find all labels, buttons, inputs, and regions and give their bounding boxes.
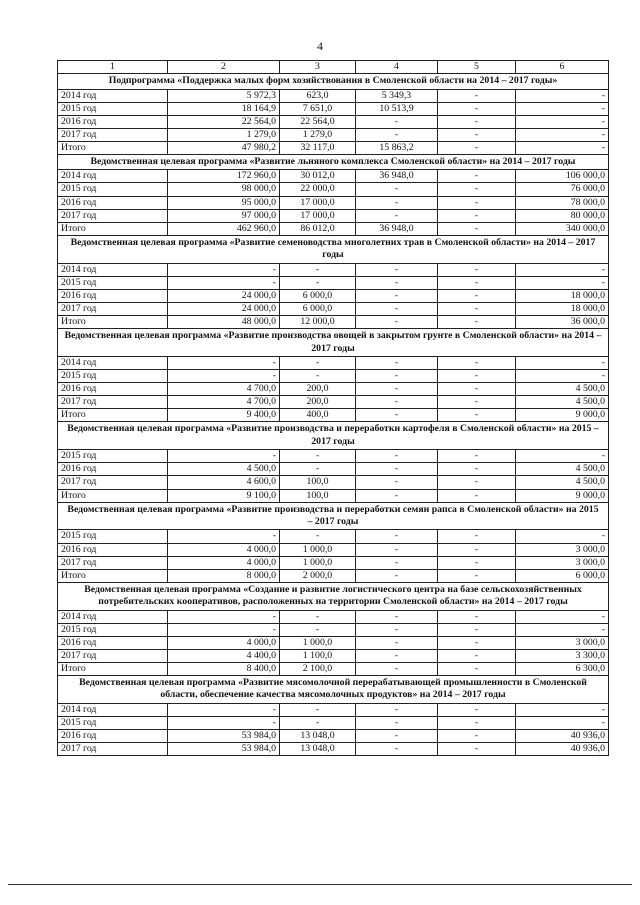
amount-cell: - [516, 530, 609, 543]
amount-cell: 12 000,0 [280, 316, 356, 329]
year-row [58, 383, 609, 396]
year-row [58, 623, 609, 636]
page-number: 4 [317, 39, 323, 53]
total-row [58, 409, 609, 422]
amount-cell: - [356, 209, 438, 222]
total-row [58, 662, 609, 675]
amount-cell: - [516, 703, 609, 716]
section-header-row [58, 582, 609, 610]
section-title: Ведомственная целевая программа «Развитие льняного комплекса Смоленской области» на 2014 – 2017 годы [58, 154, 609, 169]
amount-cell: - [280, 263, 356, 276]
amount-cell: - [356, 716, 438, 729]
amount-cell: - [356, 370, 438, 383]
table-body [58, 61, 609, 756]
row-label: 2015 год [58, 276, 168, 289]
amount-cell: 18 000,0 [516, 289, 609, 302]
amount-cell: - [356, 489, 438, 502]
amount-cell: - [438, 662, 516, 675]
amount-cell: 4 700,0 [168, 383, 280, 396]
amount-cell: - [438, 730, 516, 743]
total-row [58, 141, 609, 154]
amount-cell: 100,0 [280, 476, 356, 489]
amount-cell: - [280, 623, 356, 636]
amount-cell: - [356, 649, 438, 662]
amount-cell: - [438, 196, 516, 209]
amount-cell: - [438, 703, 516, 716]
column-number-row [58, 61, 609, 74]
amount-cell: 4 600,0 [168, 476, 280, 489]
amount-cell: - [280, 463, 356, 476]
amount-cell: 9 400,0 [168, 409, 280, 422]
row-label: 2017 год [58, 396, 168, 409]
amount-cell: 400,0 [280, 409, 356, 422]
row-label: 2017 год [58, 302, 168, 315]
amount-cell: - [438, 476, 516, 489]
amount-cell: 36 000,0 [516, 316, 609, 329]
amount-cell: 6 000,0 [280, 302, 356, 315]
year-row [58, 115, 609, 128]
total-row [58, 569, 609, 582]
amount-cell: 3 000,0 [516, 543, 609, 556]
amount-cell: 3 000,0 [516, 636, 609, 649]
amount-cell: - [356, 463, 438, 476]
amount-cell: - [280, 530, 356, 543]
amount-cell: - [168, 356, 280, 369]
amount-cell: 13 048,0 [280, 743, 356, 756]
row-label: 2016 год [58, 383, 168, 396]
amount-cell: - [438, 530, 516, 543]
amount-cell: 4 000,0 [168, 636, 280, 649]
amount-cell: - [438, 89, 516, 102]
amount-cell: 4 500,0 [516, 396, 609, 409]
amount-cell: - [438, 409, 516, 422]
amount-cell: 15 863,2 [356, 141, 438, 154]
amount-cell: - [516, 263, 609, 276]
amount-cell: - [280, 450, 356, 463]
amount-cell: 4 000,0 [168, 543, 280, 556]
year-row [58, 396, 609, 409]
amount-cell: 80 000,0 [516, 209, 609, 222]
year-row [58, 716, 609, 729]
amount-cell: 86 012,0 [280, 222, 356, 235]
row-label: 2015 год [58, 370, 168, 383]
year-row [58, 543, 609, 556]
amount-cell: - [280, 370, 356, 383]
amount-cell: - [438, 370, 516, 383]
amount-cell: - [438, 141, 516, 154]
amount-cell: 97 000,0 [168, 209, 280, 222]
budget-table [57, 60, 609, 756]
amount-cell: - [438, 556, 516, 569]
amount-cell: - [438, 102, 516, 115]
total-row [58, 489, 609, 502]
year-row [58, 370, 609, 383]
row-label: Итого [58, 409, 168, 422]
amount-cell: 53 984,0 [168, 743, 280, 756]
amount-cell: - [516, 450, 609, 463]
column-number: 2 [168, 61, 280, 74]
year-row [58, 170, 609, 183]
amount-cell: - [356, 289, 438, 302]
amount-cell: - [356, 128, 438, 141]
column-number: 1 [58, 61, 168, 74]
section-header-row [58, 329, 609, 357]
section-header-row [58, 676, 609, 704]
year-row [58, 636, 609, 649]
amount-cell: 3 000,0 [516, 556, 609, 569]
amount-cell: - [438, 115, 516, 128]
year-row [58, 209, 609, 222]
year-row [58, 263, 609, 276]
column-number: 6 [516, 61, 609, 74]
year-row [58, 183, 609, 196]
amount-cell: 18 164,9 [168, 102, 280, 115]
amount-cell: - [438, 489, 516, 502]
amount-cell: - [356, 409, 438, 422]
amount-cell: 9 000,0 [516, 409, 609, 422]
amount-cell: 53 984,0 [168, 730, 280, 743]
row-label: 2014 год [58, 356, 168, 369]
amount-cell: - [168, 263, 280, 276]
footer-rule [8, 884, 632, 885]
amount-cell: - [516, 370, 609, 383]
year-row [58, 128, 609, 141]
amount-cell: 17 000,0 [280, 209, 356, 222]
amount-cell: 98 000,0 [168, 183, 280, 196]
amount-cell: 40 936,0 [516, 730, 609, 743]
amount-cell: 200,0 [280, 383, 356, 396]
amount-cell: - [356, 636, 438, 649]
amount-cell: - [438, 170, 516, 183]
amount-cell: - [356, 543, 438, 556]
amount-cell: - [516, 610, 609, 623]
amount-cell: - [516, 115, 609, 128]
row-label: 2016 год [58, 196, 168, 209]
section-title: Ведомственная целевая программа «Развитие производства овощей в закрытом грунте в Смоленской области» на 2014 – 2017 годы [58, 329, 609, 357]
amount-cell: 18 000,0 [516, 302, 609, 315]
amount-cell: 32 117,0 [280, 141, 356, 154]
amount-cell: 7 651,0 [280, 102, 356, 115]
amount-cell: - [516, 623, 609, 636]
amount-cell: 22 000,0 [280, 183, 356, 196]
amount-cell: - [438, 263, 516, 276]
column-number: 5 [438, 61, 516, 74]
amount-cell: 623,0 [280, 89, 356, 102]
amount-cell: 47 980,2 [168, 141, 280, 154]
amount-cell: - [356, 556, 438, 569]
amount-cell: - [168, 276, 280, 289]
amount-cell: 36 948,0 [356, 170, 438, 183]
year-row [58, 196, 609, 209]
amount-cell: 8 000,0 [168, 569, 280, 582]
amount-cell: - [280, 276, 356, 289]
row-label: 2017 год [58, 649, 168, 662]
year-row [58, 450, 609, 463]
amount-cell: 4 500,0 [516, 383, 609, 396]
section-title: Ведомственная целевая программа «Создание и развитие логистического центра на базе сельскохозяйственных потребительских кооперативов, расположенных на территории Смоленской области» на 2014 – 2017 годы [58, 582, 609, 610]
section-title: Ведомственная целевая программа «Развитие семеноводства многолетних трав в Смоленской области» на 2014 – 2017 годы [58, 235, 609, 263]
amount-cell: - [438, 209, 516, 222]
year-row [58, 476, 609, 489]
amount-cell: 340 000,0 [516, 222, 609, 235]
amount-cell: 95 000,0 [168, 196, 280, 209]
amount-cell: - [356, 476, 438, 489]
amount-cell: 10 513,9 [356, 102, 438, 115]
year-row [58, 463, 609, 476]
amount-cell: - [356, 743, 438, 756]
amount-cell: 48 000,0 [168, 316, 280, 329]
row-label: Итого [58, 489, 168, 502]
amount-cell: - [438, 289, 516, 302]
year-row [58, 730, 609, 743]
amount-cell: 6 000,0 [280, 289, 356, 302]
amount-cell: 4 500,0 [516, 476, 609, 489]
amount-cell: 22 564,0 [168, 115, 280, 128]
row-label: Итого [58, 569, 168, 582]
amount-cell: - [438, 222, 516, 235]
section-title: Ведомственная целевая программа «Развитие производства и переработки картофеля в Смоленской области» на 2015 – 2017 годы [58, 422, 609, 450]
row-label: Итого [58, 222, 168, 235]
row-label: 2017 год [58, 743, 168, 756]
section-header-row [58, 154, 609, 169]
row-label: Итого [58, 662, 168, 675]
amount-cell: - [168, 610, 280, 623]
amount-cell: 4 500,0 [516, 463, 609, 476]
amount-cell: - [356, 316, 438, 329]
amount-cell: - [438, 649, 516, 662]
row-label: 2014 год [58, 703, 168, 716]
year-row [58, 649, 609, 662]
row-label: 2015 год [58, 183, 168, 196]
amount-cell: - [356, 196, 438, 209]
section-title: Ведомственная целевая программа «Развитие мясомолочной перерабатывающей промышленности в Смоленской области, обеспечение качества мясомолочных продуктов» на 2014 – 2017 годы [58, 676, 609, 704]
section-header-row [58, 235, 609, 263]
amount-cell: - [356, 530, 438, 543]
year-row [58, 556, 609, 569]
amount-cell: - [516, 102, 609, 115]
amount-cell: 1 279,0 [168, 128, 280, 141]
amount-cell: - [280, 703, 356, 716]
row-label: 2015 год [58, 102, 168, 115]
row-label: 2017 год [58, 476, 168, 489]
amount-cell: - [438, 569, 516, 582]
amount-cell: 9 100,0 [168, 489, 280, 502]
amount-cell: - [356, 662, 438, 675]
amount-cell: - [356, 450, 438, 463]
amount-cell: 78 000,0 [516, 196, 609, 209]
amount-cell: 1 279,0 [280, 128, 356, 141]
amount-cell: - [438, 450, 516, 463]
amount-cell: 200,0 [280, 396, 356, 409]
amount-cell: - [516, 356, 609, 369]
amount-cell: - [356, 569, 438, 582]
amount-cell: 1 000,0 [280, 636, 356, 649]
amount-cell: - [438, 356, 516, 369]
amount-cell: 1 100,0 [280, 649, 356, 662]
amount-cell: 9 000,0 [516, 489, 609, 502]
year-row [58, 302, 609, 315]
amount-cell: 6 300,0 [516, 662, 609, 675]
amount-cell: - [438, 276, 516, 289]
amount-cell: 4 500,0 [168, 463, 280, 476]
amount-cell: 17 000,0 [280, 196, 356, 209]
amount-cell: - [356, 115, 438, 128]
amount-cell: 2 100,0 [280, 662, 356, 675]
amount-cell: - [438, 543, 516, 556]
section-title: Ведомственная целевая программа «Развитие производства и переработки семян рапса в Смоленской области» на 2015 – 2017 годы [58, 502, 609, 530]
row-label: 2017 год [58, 209, 168, 222]
row-label: 2017 год [58, 556, 168, 569]
amount-cell: - [438, 383, 516, 396]
year-row [58, 703, 609, 716]
amount-cell: - [356, 183, 438, 196]
year-row [58, 89, 609, 102]
amount-cell: - [168, 623, 280, 636]
amount-cell: 4 700,0 [168, 396, 280, 409]
row-label: 2015 год [58, 716, 168, 729]
amount-cell: - [438, 623, 516, 636]
row-label: 2014 год [58, 263, 168, 276]
amount-cell: 2 000,0 [280, 569, 356, 582]
year-row [58, 276, 609, 289]
total-row [58, 316, 609, 329]
amount-cell: 36 948,0 [356, 222, 438, 235]
amount-cell: 8 400,0 [168, 662, 280, 675]
year-row [58, 743, 609, 756]
amount-cell: - [356, 302, 438, 315]
section-header-row [58, 422, 609, 450]
amount-cell: 4 000,0 [168, 556, 280, 569]
row-label: 2016 год [58, 289, 168, 302]
row-label: 2015 год [58, 450, 168, 463]
amount-cell: 30 012,0 [280, 170, 356, 183]
amount-cell: - [516, 128, 609, 141]
row-label: 2016 год [58, 636, 168, 649]
row-label: 2014 год [58, 610, 168, 623]
amount-cell: 5 349,3 [356, 89, 438, 102]
amount-cell: - [356, 263, 438, 276]
amount-cell: - [356, 703, 438, 716]
amount-cell: 106 000,0 [516, 170, 609, 183]
year-row [58, 610, 609, 623]
amount-cell: 5 972,3 [168, 89, 280, 102]
amount-cell: - [280, 356, 356, 369]
amount-cell: - [438, 396, 516, 409]
year-row [58, 530, 609, 543]
amount-cell: 4 400,0 [168, 649, 280, 662]
amount-cell: - [438, 183, 516, 196]
amount-cell: - [168, 530, 280, 543]
row-label: 2016 год [58, 730, 168, 743]
amount-cell: - [356, 730, 438, 743]
amount-cell: - [168, 450, 280, 463]
column-number: 3 [280, 61, 356, 74]
amount-cell: - [356, 623, 438, 636]
section-header-row [58, 74, 609, 89]
amount-cell: 172 960,0 [168, 170, 280, 183]
amount-cell: 6 000,0 [516, 569, 609, 582]
amount-cell: 3 300,0 [516, 649, 609, 662]
amount-cell: - [356, 276, 438, 289]
row-label: 2016 год [58, 543, 168, 556]
row-label: 2017 год [58, 128, 168, 141]
amount-cell: - [438, 743, 516, 756]
amount-cell: - [516, 141, 609, 154]
amount-cell: - [516, 276, 609, 289]
amount-cell: - [438, 316, 516, 329]
amount-cell: - [438, 302, 516, 315]
year-row [58, 102, 609, 115]
amount-cell: - [168, 703, 280, 716]
row-label: 2015 год [58, 623, 168, 636]
row-label: 2016 год [58, 463, 168, 476]
amount-cell: - [280, 716, 356, 729]
amount-cell: 76 000,0 [516, 183, 609, 196]
amount-cell: - [516, 89, 609, 102]
amount-cell: 40 936,0 [516, 743, 609, 756]
amount-cell: - [356, 356, 438, 369]
amount-cell: - [438, 610, 516, 623]
amount-cell: 1 000,0 [280, 543, 356, 556]
row-label: 2014 год [58, 89, 168, 102]
row-label: Итого [58, 141, 168, 154]
amount-cell: - [280, 610, 356, 623]
amount-cell: 1 000,0 [280, 556, 356, 569]
row-label: 2014 год [58, 170, 168, 183]
column-number: 4 [356, 61, 438, 74]
year-row [58, 356, 609, 369]
amount-cell: - [168, 370, 280, 383]
row-label: 2016 год [58, 115, 168, 128]
amount-cell: - [438, 463, 516, 476]
amount-cell: - [516, 716, 609, 729]
amount-cell: 100,0 [280, 489, 356, 502]
amount-cell: - [356, 383, 438, 396]
amount-cell: 22 564,0 [280, 115, 356, 128]
amount-cell: - [438, 636, 516, 649]
section-title: Подпрограмма «Поддержка малых форм хозяйствования в Смоленской области на 2014 – 2017 годы» [58, 74, 609, 89]
amount-cell: - [356, 396, 438, 409]
row-label: 2015 год [58, 530, 168, 543]
amount-cell: - [168, 716, 280, 729]
year-row [58, 289, 609, 302]
amount-cell: - [438, 716, 516, 729]
total-row [58, 222, 609, 235]
amount-cell: - [356, 610, 438, 623]
section-header-row [58, 502, 609, 530]
row-label: Итого [58, 316, 168, 329]
amount-cell: 24 000,0 [168, 289, 280, 302]
amount-cell: 24 000,0 [168, 302, 280, 315]
amount-cell: 13 048,0 [280, 730, 356, 743]
amount-cell: 462 960,0 [168, 222, 280, 235]
amount-cell: - [438, 128, 516, 141]
